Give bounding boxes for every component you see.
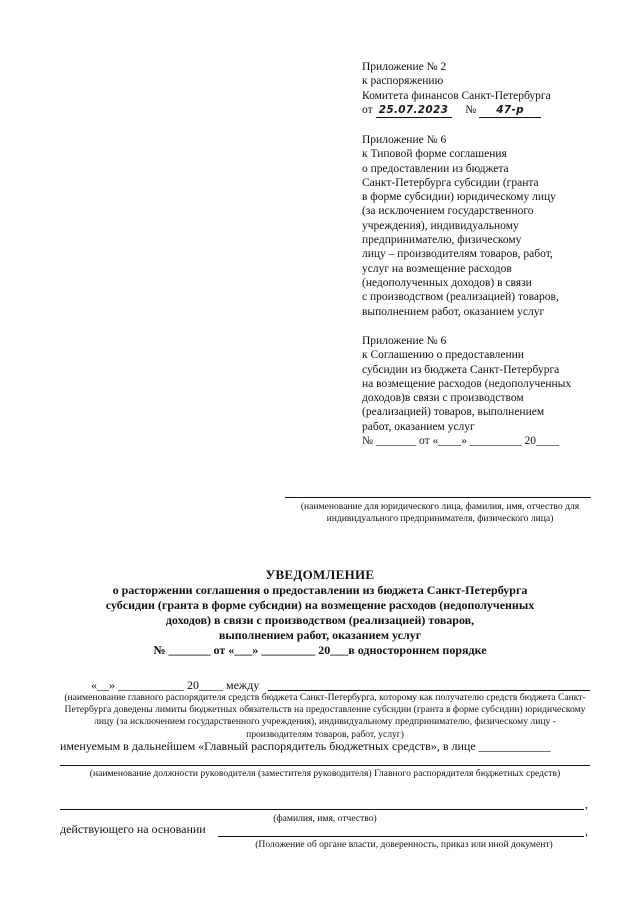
appendix-typical-form-header (362, 133, 594, 319)
appendix-order-header (362, 60, 594, 118)
appendix2-line: Приложение № 6 (362, 134, 447, 146)
appendix3-line: (реализацией) товаров, выполнением (362, 406, 545, 419)
title-line: субсидии (гранта в форме субсидии) на возмещение расходов (недополученных (105, 598, 535, 612)
appendix2-line: выполнением работ, оказанием услуг (362, 305, 545, 318)
appendix3-line: работ, оказанием услуг (362, 420, 475, 433)
position-line (60, 765, 590, 766)
number-prefix: № (465, 103, 477, 116)
title-line: доходов) в связи с производством (реализацией) товаров, (165, 613, 475, 627)
appendix-agreement-header (362, 334, 594, 448)
title-line: о расторжении соглашения о предоставлении из бюджета Санкт-Петербурга (112, 583, 528, 597)
agreement-number-line: № _______ от «____» _________ 20____ (362, 435, 559, 448)
appendix1-date-number-line (362, 103, 594, 118)
appendix2-line: (недополученных доходов) в связи (362, 276, 532, 289)
appendix3-line: доходов)в связи с производством (362, 392, 524, 405)
appendix2-line: учреждения), индивидуальному (362, 219, 519, 232)
appendix2-line: (за исключением государственного (362, 205, 534, 218)
appendix2-line: предпринимателю, физическому (362, 234, 522, 247)
appendix1-line2: к распоряжению (362, 75, 444, 88)
authority-caption: (наименование главного распорядителя средств бюджета Санкт-Петербурга, которому как получателю средств бюджета Санкт-Петербурга доведены лимиты бюджетных обязательств на предоставление субсидии (гранта в форме субсидии) юридическому лицу (за исключением государственного учреждения), индивидуальному предпринимателю, физическому лицу - производителям товаров, работ, услуг) (64, 692, 586, 740)
notice-heading: УВЕДОМЛЕНИЕ (265, 567, 375, 582)
comma-after-name: , (585, 797, 588, 811)
position-caption: (наименование должности руководителя (заместителя руководителя) Главного распорядителя бюджетных средств) (89, 768, 561, 779)
appendix3-line: Приложение № 6 (362, 335, 447, 347)
date-prefix: от (362, 103, 373, 116)
title-line: выполнением работ, оказанием услуг (218, 628, 422, 642)
appendix3-line: на возмещение расходов (недополученных (362, 377, 572, 390)
appendix1-line1: Приложение № 2 (362, 61, 447, 73)
authority-name-line (268, 690, 590, 691)
notice-title (70, 567, 570, 658)
appendix3-line: к Соглашению о предоставлении (362, 349, 524, 362)
title-line: № _______ от «___» _________ 20___в одностороннем порядке (153, 643, 487, 657)
appendix1-line3: Комитета финансов Санкт-Петербурга (362, 89, 551, 102)
appendix2-line: услуг на возмещение расходов (362, 262, 512, 275)
appendix2-line: к Типовой форме соглашения (362, 148, 507, 161)
full-name-line (60, 809, 584, 810)
appendix3-line: субсидии из бюджета Санкт-Петербурга (362, 363, 560, 376)
recipient-caption: (наименование для юридического лица, фамилия, имя, отчество для индивидуального предпринимателя, физического лица) (300, 501, 580, 524)
appendix2-line: с производством (реализацией) товаров, (362, 291, 559, 304)
appendix2-line: о предоставлении из бюджета (362, 162, 509, 175)
appendix2-line: лицу – производителям товаров, работ, (362, 248, 553, 261)
appendix2-line: в форме субсидии) юридическому лицу (362, 191, 556, 204)
full-name-caption: (фамилия, имя, отчество) (273, 813, 377, 824)
basis-caption: (Положение об органе власти, доверенность, приказ или иной документ) (255, 839, 553, 850)
basis-document-line (218, 836, 584, 837)
appendix2-line: Санкт-Петербурга субсидии (гранта (362, 176, 539, 189)
comma-after-basis: , (585, 824, 588, 838)
named-as-line: именуемым в дальнейшем «Главный распорядитель бюджетных средств», в лице ____________ (60, 739, 551, 753)
acting-basis-label: действующего на основании (60, 822, 206, 836)
body-date-line: «__» ___________ 20____ между (91, 678, 260, 692)
order-number: 47-р (479, 103, 541, 118)
order-date: 25.07.2023 (376, 103, 452, 118)
recipient-name-line (285, 497, 591, 498)
